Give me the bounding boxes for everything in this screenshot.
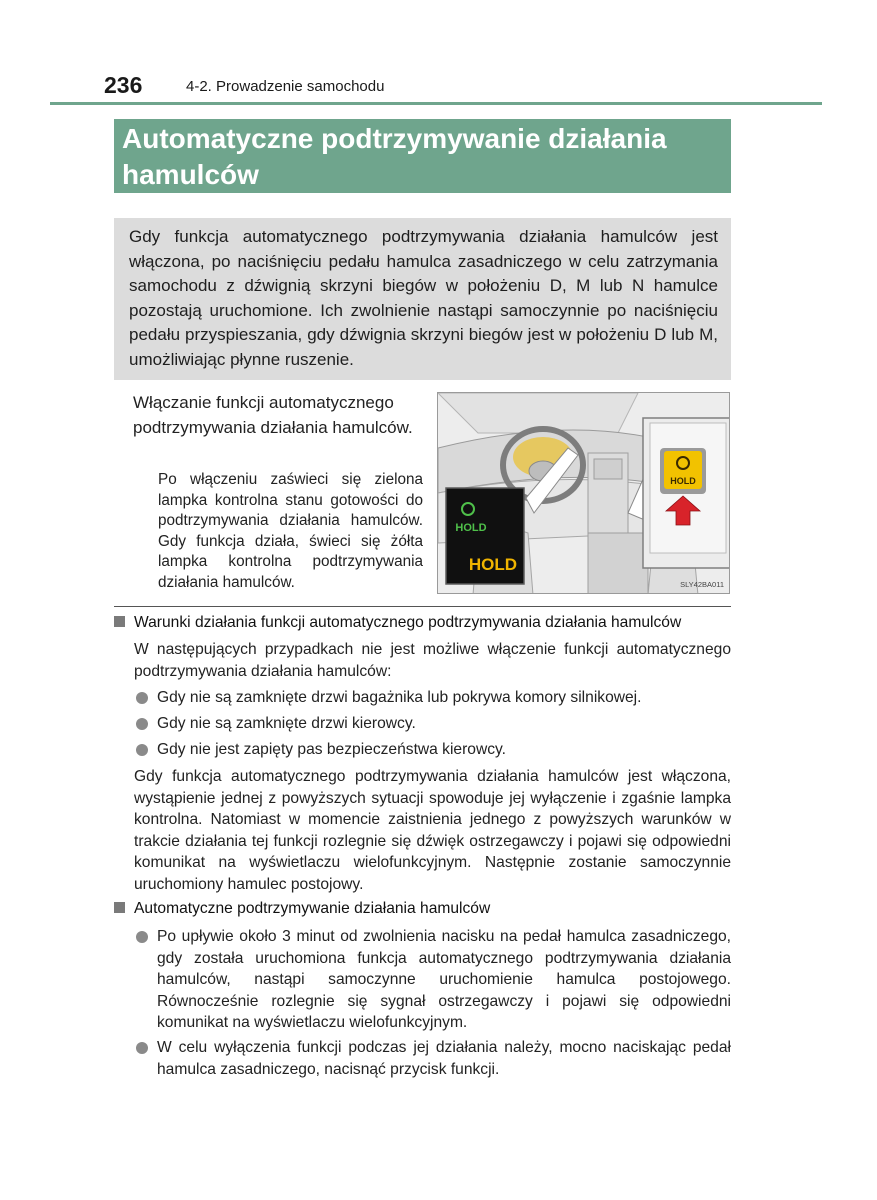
page-number: 236	[104, 72, 143, 98]
dashboard-illustration	[437, 392, 730, 594]
section-heading-text: Automatyczne podtrzymywanie działania hamulców	[134, 900, 491, 917]
page-title: Automatyczne podtrzymywanie działania hamulców	[114, 119, 731, 193]
list-item-text: Gdy nie jest zapięty pas bezpieczeństwa kierowcy.	[157, 741, 507, 758]
page-header	[104, 72, 824, 102]
header-divider	[50, 102, 822, 105]
list-item	[136, 739, 731, 761]
list-item-text: Gdy nie są zamknięte drzwi bagażnika lub pokrywa komory silnikowej.	[157, 689, 642, 706]
bullet-dot-icon	[136, 692, 148, 704]
list-item	[136, 926, 731, 1034]
section-divider	[114, 606, 731, 607]
square-bullet-icon	[114, 616, 125, 627]
hold-button-label: HOLD	[670, 476, 696, 486]
list-item	[136, 687, 731, 709]
bullet-dot-icon	[136, 744, 148, 756]
list-item	[136, 713, 731, 735]
step-title: Włączanie funkcji automatycznego podtrzymywania działania hamulców.	[133, 393, 413, 437]
hold-ready-label: HOLD	[455, 522, 487, 534]
section-heading-auto-hold	[114, 900, 490, 918]
bullet-dot-icon	[136, 1042, 148, 1054]
list-item-text: W celu wyłączenia funkcji podczas jej działania należy, mocno naciskając pedał hamulca zasadniczego, nacisnąć przycisk funkcji.	[157, 1039, 731, 1078]
bullet-dot-icon	[136, 931, 148, 943]
list-item-text: Gdy nie są zamknięte drzwi kierowcy.	[157, 715, 416, 732]
section-heading-conditions	[114, 614, 681, 632]
section-title: 4-2. Prowadzenie samochodu	[186, 78, 385, 95]
figure-code: SLY42BA011	[680, 580, 724, 589]
square-bullet-icon	[114, 902, 125, 913]
hold-button-icon	[660, 448, 706, 494]
hold-active-label: HOLD	[468, 555, 518, 574]
dashboard-drawing	[438, 393, 730, 594]
intro-box	[114, 218, 731, 380]
conditions-note: Gdy funkcja automatycznego podtrzymywania działania hamulców jest włączona, wystąpienie jednej z powyższych sytuacji spowoduje jej wyłączenie i zgaśnie lampka kontrolna. Natomiast w momencie zaistnienia jednego z powyższych warunków w trakcie działania tej funkcji rozlegnie się dźwięk ostrzegawczy i pojawi się odpowiedni komunikat na wyświetlaczu wielofunkcyjnym. Następnie zostanie samoczynnie uruchomiony hamulec postojowy.	[134, 768, 731, 893]
conditions-lead: W następujących przypadkach nie jest możliwe włączenie funkcji automatycznego podtrzymywania działania hamulców:	[134, 641, 731, 680]
section-heading-text: Warunki działania funkcji automatycznego podtrzymywania działania hamulców	[134, 614, 682, 631]
intro-text: Gdy funkcja automatycznego podtrzymywania działania hamulców jest włączona, po naciśnięciu pedału hamulca zasadniczego w celu zatrzymania samochodu z dźwignią skrzyni biegów w położeniu D, M lub N hamulce pozostają uruchomione. Ich zwolnienie nastąpi samoczynnie po naciśnięciu pedału przyspieszania, gdy dźwignia skrzyni biegów jest w położeniu D lub M, umożliwiając płynne ruszenie.	[129, 227, 718, 369]
list-item	[136, 1037, 731, 1080]
list-item-text: Po upływie około 3 minut od zwolnienia nacisku na pedał hamulca zasadniczego, gdy została uruchomiona funkcja automatycznego podtrzymywania działania hamulców, nastąpi samoczynne uruchomienie hamulca postojowego. Równocześnie rozlegnie się sygnał ostrzegawczy i pojawi się odpowiedni komunikat na wyświetlaczu wielofunkcyjnym.	[157, 928, 731, 1031]
bullet-dot-icon	[136, 718, 148, 730]
step-description: Po włączeniu zaświeci się zielona lampka kontrolna stanu gotowości do podtrzymywania działania hamulców. Gdy funkcja działa, świeci się żółta lampka kontrolna podtrzymywania działania hamulców.	[158, 471, 423, 591]
